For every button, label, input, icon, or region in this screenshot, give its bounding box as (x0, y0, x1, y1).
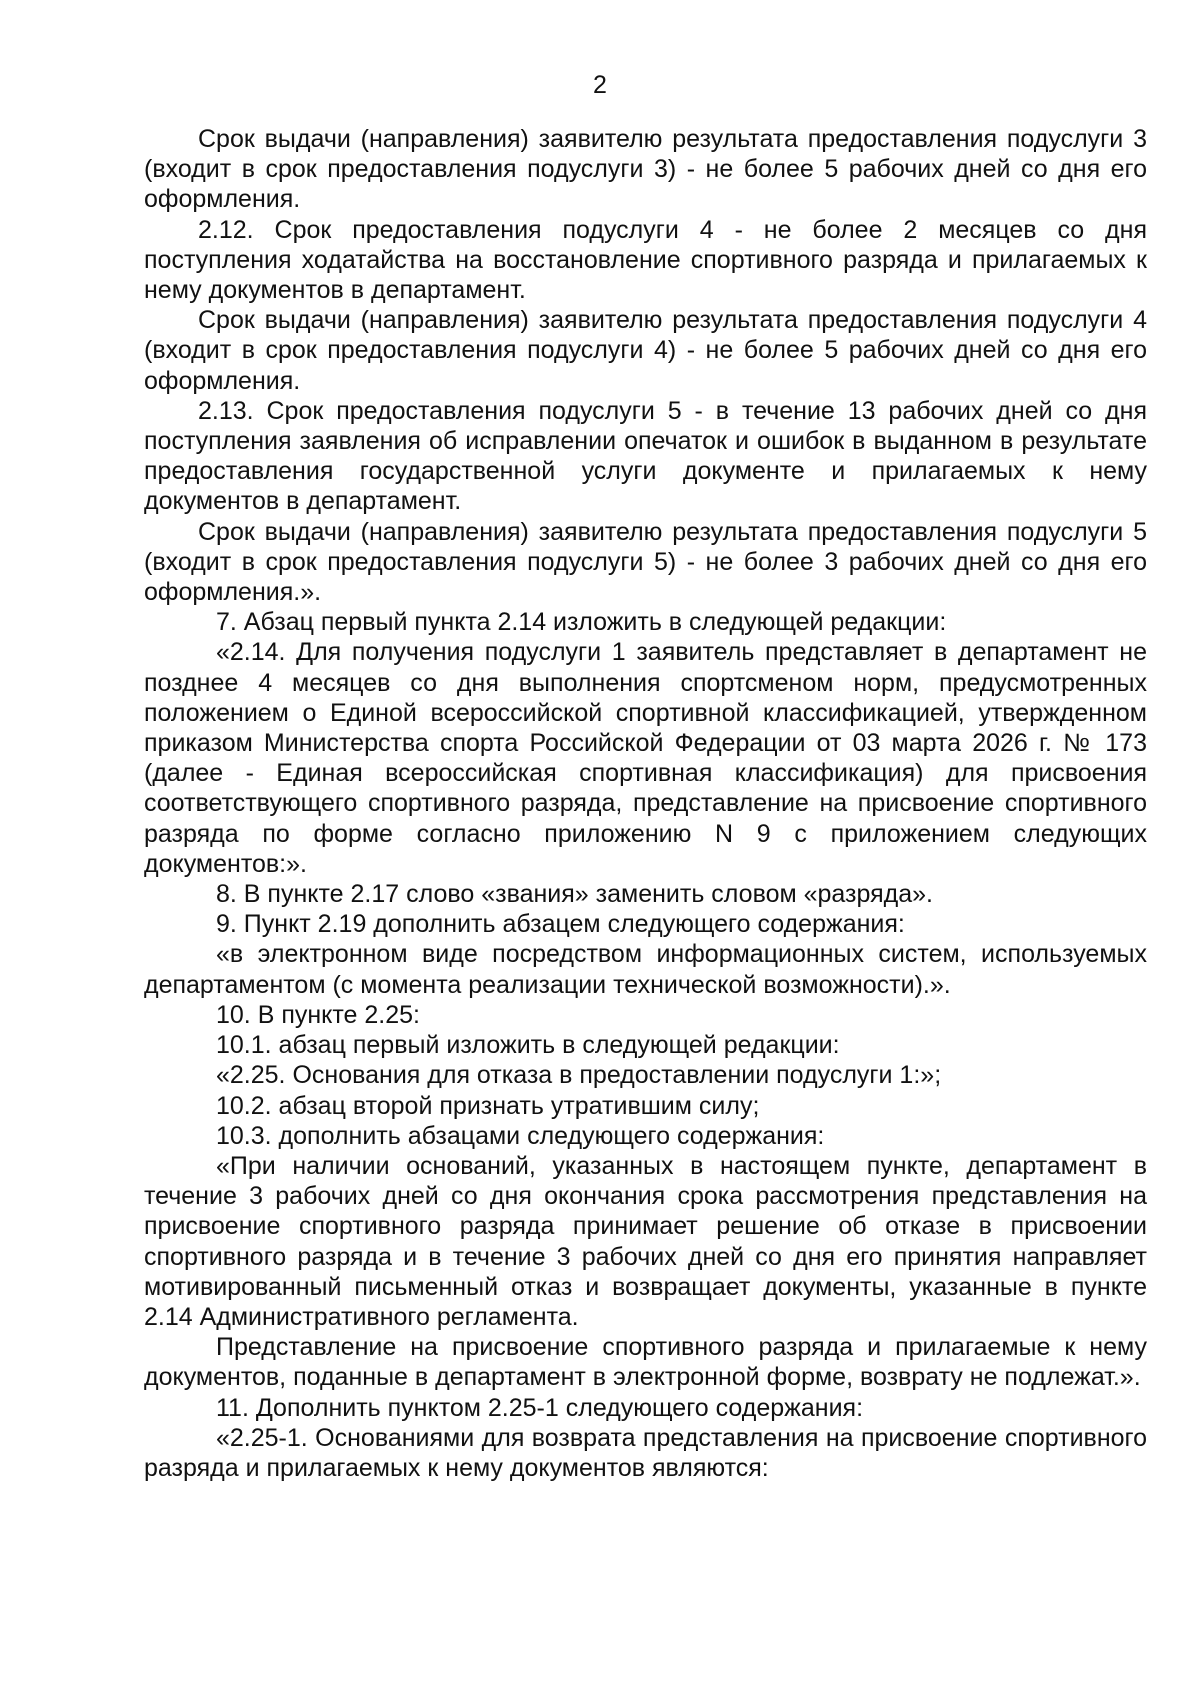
paragraph-8: 8. В пункте 2.17 слово «звания» заменить словом «разряда». (216, 880, 934, 909)
paragraph-5: Срок выдачи (направления) заявителю результата предоставления подуслуги 5 (входит в срок предоставления подуслуги 5) - не более 3 рабочих дней со дня его оформления.». (144, 517, 1147, 607)
paragraph-10: «в электронном виде посредством информационных систем, используемых департаментом (с момента реализации технической возможности).». (144, 940, 1147, 999)
paragraph-18: 11. Дополнить пунктом 2.25-1 следующего содержания: (216, 1393, 864, 1422)
paragraph-13: «2.25. Основания для отказа в предоставлении подуслуги 1:»; (216, 1061, 942, 1090)
paragraph-7: «2.14. Для получения подуслуги 1 заявитель представляет в департамент не позднее 4 месяцев со дня выполнения спортсменом норм, предусмотренных положением о Единой всероссийской спортивной классификацией, утвержденном приказом Министерства спорта Российской Федерации от 03 марта 2026 г. № 173 (далее - Единая всероссийская спортивная классификация) для присвоения соответствующего спортивного разряда, представление на присвоение спортивного разряда по форме согласно приложению N 9 с приложением следующих документов:». (144, 638, 1147, 878)
paragraph-4: 2.13. Срок предоставления подуслуги 5 - в течение 13 рабочих дней со дня поступления заявления об исправлении опечаток и ошибок в выданном в результате предоставления государственной услуги документе и прилагаемых к нему документов в департамент. (144, 396, 1147, 516)
paragraph-12: 10.1. абзац первый изложить в следующей редакции: (216, 1031, 840, 1060)
paragraph-17: Представление на присвоение спортивного разряда и прилагаемые к нему документов, поданные в департамент в электронной форме, возврату не подлежат.». (144, 1333, 1147, 1392)
paragraph-9: 9. Пункт 2.19 дополнить абзацем следующего содержания: (216, 910, 905, 939)
paragraph-1: Срок выдачи (направления) заявителю результата предоставления подуслуги 3 (входит в срок предоставления подуслуги 3) - не более 5 рабочих дней со дня его оформления. (144, 125, 1147, 214)
document-body (144, 124, 1147, 1483)
paragraph-11: 10. В пункте 2.25: (216, 1000, 421, 1029)
paragraph-16: «При наличии оснований, указанных в настоящем пункте, департамент в течение 3 рабочих дней со дня окончания срока рассмотрения представления на присвоение спортивного разряда принимает решение об отказе в присвоении спортивного разряда и в течение 3 рабочих дней со дня его принятия направляет мотивированный письменный отказ и возвращает документы, указанные в пункте 2.14 Административного регламента. (144, 1151, 1147, 1331)
paragraph-3: Срок выдачи (направления) заявителю результата предоставления подуслуги 4 (входит в срок предоставления подуслуги 4) - не более 5 рабочих дней со дня его оформления. (144, 306, 1147, 395)
page-number: 2 (593, 71, 607, 99)
paragraph-19: «2.25-1. Основаниями для возврата представления на присвоение спортивного разряда и прилагаемых к нему документов являются: (144, 1423, 1147, 1482)
paragraph-15: 10.3. дополнить абзацами следующего содержания: (216, 1121, 825, 1150)
paragraph-2: 2.12. Срок предоставления подуслуги 4 - не более 2 месяцев со дня поступления ходатайства на восстановление спортивного разряда и прилагаемых к нему документов в департамент. (144, 215, 1147, 305)
paragraph-14: 10.2. абзац второй признать утратившим силу; (216, 1091, 760, 1120)
paragraph-6: 7. Абзац первый пункта 2.14 изложить в следующей редакции: (216, 608, 947, 637)
